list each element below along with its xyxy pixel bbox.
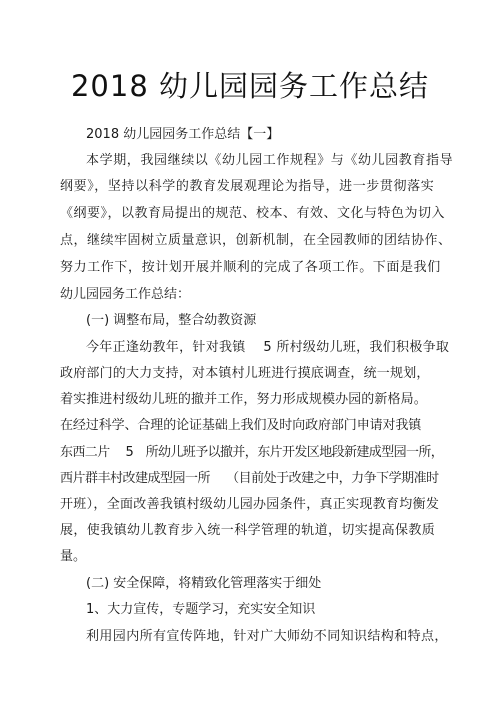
paragraph-line: 本学期，我园继续以《幼儿园工作规程》与《幼儿园教育指导 xyxy=(86,153,454,168)
document-title: 2018 幼儿园园务工作总结 xyxy=(70,69,430,103)
paragraph-line: 政府部门的大力支持，对本镇村儿班进行摸底调查，统一规划， xyxy=(60,366,430,381)
paragraph-line: 展，使我镇幼儿教育步入统一科学管理的轨道，切实提高保教质 xyxy=(60,523,436,538)
paragraph-line: 《纲要》，以教育局提出的规范、校本、有效、文化与特色为切入 xyxy=(60,206,446,221)
paragraph-line: 开班），全面改善我镇村级幼儿园办园条件，真正实现教育均衡发 xyxy=(60,497,440,512)
paragraph-line: 幼儿园园务工作总结： xyxy=(60,287,191,302)
paragraph-line: 今年正逢幼教年，针对我镇 5 所村级幼儿班，我们积极争取 xyxy=(86,340,450,355)
section-heading: (一) 调整布局，整合幼教资源 xyxy=(86,313,257,328)
paragraph-line: 点，继续牢固树立质量意识，创新机制，在全园教师的团结协作、 xyxy=(60,233,452,248)
paragraph-line: 利用园内所有宣传阵地，针对广大师幼不同知识结构和特点， xyxy=(86,629,448,644)
section-heading: 2018 幼儿园园务工作总结【一】 xyxy=(86,127,280,142)
sub-heading: 1、大力宣传，专题学习，充实安全知识 xyxy=(86,602,316,617)
paragraph-line: 东西二片 5 所幼儿班予以撤并，东片开发区地段新建成型园一所， xyxy=(60,445,444,460)
paragraph-line: 纲要》，坚持以科学的教育发展观理论为指导，进一步贯彻落实 xyxy=(60,179,435,194)
paragraph-line: 量。 xyxy=(60,549,87,564)
paragraph-line: 在经过科学、合理的论证基础上我们及时向政府部门申请对我镇 xyxy=(60,418,422,433)
paragraph-line: 着实推进村级幼儿班的撤并工作，努力形成规模办园的新格局。 xyxy=(60,392,427,407)
section-heading: (二) 安全保障，将精致化管理落实于细处 xyxy=(86,576,322,591)
paragraph-line: 努力工作下，按计划开展并顺利的完成了各项工作。下面是我们 xyxy=(60,260,441,275)
paragraph-line: 西片群丰村改建成型园一所 （目前处于改建之中，力争下学期准时 xyxy=(60,471,439,486)
